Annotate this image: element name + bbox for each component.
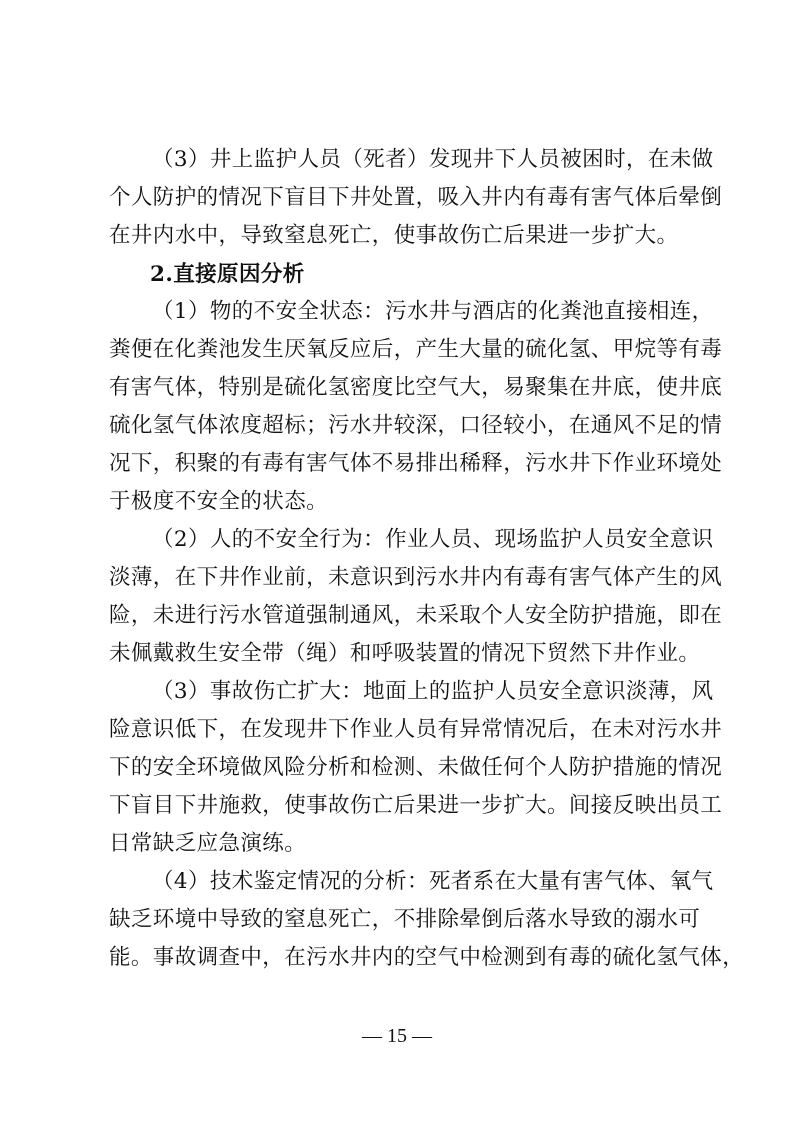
- paragraph-line: 在井内水中，导致窒息死亡，使事故伤亡后果进一步扩大。: [109, 223, 679, 248]
- paragraph-line: 下盲目下井施救，使事故伤亡后果进一步扩大。间接反映出员工: [109, 793, 723, 818]
- paragraph-line: 日常缺乏应急演练。: [109, 831, 307, 856]
- paragraph-line: （4）技术鉴定情况的分析：死者系在大量有害气体、氧气: [152, 869, 714, 894]
- paragraph-line: （3）事故伤亡扩大：地面上的监护人员安全意识淡薄，风: [152, 679, 714, 704]
- paragraph-line: 能。事故调查中，在污水井内的空气中检测到有毒的硫化氢气体，: [109, 945, 745, 970]
- paragraph-line: 有害气体，特别是硫化氢密度比空气大，易聚集在井底，使井底: [109, 375, 723, 400]
- paragraph-line: 况下，积聚的有毒有害气体不易排出稀释，污水井下作业环境处: [109, 451, 723, 476]
- paragraph-line: 未佩戴救生安全带（绳）和呼吸装置的情况下贸然下井作业。: [109, 641, 701, 666]
- paragraph-line: 淡薄，在下井作业前，未意识到污水井内有毒有害气体产生的风: [109, 565, 723, 590]
- paragraph-line: 下的安全环境做风险分析和检测、未做任何个人防护措施的情况: [109, 755, 723, 780]
- paragraph-line: 粪便在化粪池发生厌氧反应后，产生大量的硫化氢、甲烷等有毒: [109, 337, 723, 362]
- paragraph-line: 于极度不安全的状态。: [109, 489, 329, 514]
- paragraph-line: （1）物的不安全状态：污水井与酒店的化粪池直接相连，: [152, 299, 714, 324]
- paragraph-line: 缺乏环境中导致的窒息死亡，不排除晕倒后落水导致的溺水可: [109, 907, 701, 932]
- page-number: — 15 —: [362, 1025, 432, 1047]
- paragraph-line: （2）人的不安全行为：作业人员、现场监护人员安全意识: [152, 527, 714, 552]
- paragraph-line: 个人防护的情况下盲目下井处置，吸入井内有毒有害气体后晕倒: [109, 185, 723, 210]
- section-heading: 2.直接原因分析: [150, 262, 305, 287]
- paragraph-line: （3）井上监护人员（死者）发现井下人员被困时，在未做: [152, 147, 714, 172]
- paragraph-line: 险意识低下，在发现井下作业人员有异常情况后，在未对污水井: [109, 717, 723, 742]
- paragraph-line: 硫化氢气体浓度超标；污水井较深，口径较小，在通风不足的情: [109, 413, 723, 438]
- paragraph-line: 险，未进行污水管道强制通风，未采取个人安全防护措施，即在: [109, 603, 723, 628]
